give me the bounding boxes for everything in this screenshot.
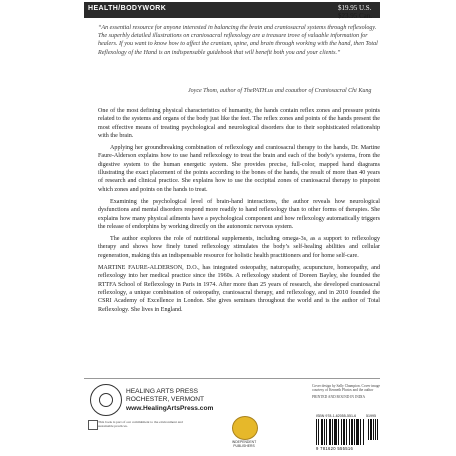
price-canada: $23.95 Can. xyxy=(338,12,373,20)
description-paragraph-4: The author explores the role of nutritional supplements, including omega-3s, as a support to reflexology therapy and shows how finely tuned reflexology stimulates the body’s self-healing abilities and cellular regeneration, making this an indispensable resource for holistic health practitioners and for home self-care. xyxy=(98,236,380,259)
isbn-text: ISBN 978-1-62055-551-6 xyxy=(316,414,357,418)
description xyxy=(98,107,380,318)
publisher-name: HEALING ARTS PRESS xyxy=(126,388,199,395)
publisher-block xyxy=(126,388,213,413)
publisher-logo-center xyxy=(99,393,113,407)
certification-text: This book is part of our commitment to the environment and sustainable practices. xyxy=(98,420,183,429)
award-badge-label: INDEPENDENT PUBLISHERS xyxy=(231,440,257,448)
price-us: $19.95 U.S. xyxy=(338,4,372,12)
footer-divider xyxy=(84,378,380,379)
award-badge-icon xyxy=(232,416,258,440)
price-code-bars xyxy=(368,419,378,440)
isbn-barcode xyxy=(314,414,380,452)
praise-quote: “An essential resource for anyone interested in balancing the brain and craniosacral systems through reflexology. The superbly detailed illustrations on craniosacral reflexology are a treasure trove of valuable information for healers. If you want to know how to affect the cranium, spine, and brain through working with the hand, then Total Reflexology of the Hand is an indispensable guidebook that will benefit both you and your clients.” xyxy=(98,25,378,56)
barcode-number: 9 781620 555516 xyxy=(316,446,354,451)
author-bio: MARTINE FAURE-ALDERSON, D.O., has integrated osteopathy, naturopathy, acupuncture, homeopathy, and reflexology into her medical practice since the 1960s. A reflexology student of Doreen Bayley, she founded the RTTFA School of Reflexology in Paris in 1974. After more than 25 years of research, she developed craniosacral reflexology, a unique combination of osteopathy, craniosacral therapy, and reflexology, and in 2010 founded the CSRI Academy of Excellence in London. She gives seminars throughout the world and is the author of Total Reflexology. She lives in England. xyxy=(98,265,380,313)
publisher-logo-icon xyxy=(90,384,122,416)
price-code: 51995 xyxy=(366,414,376,418)
certification-icon xyxy=(88,420,98,430)
barcode-bars xyxy=(316,419,366,445)
description-paragraph-3: Examining the psychological level of brain-hand interactions, the author reveals how neurological dysfunctions and mental disorders respond more readily to hand reflexology than to other forms of therapies. She explains how many physical ailments have a psychological component and how reflexology automatically triggers the release of endorphins by working directly on the autonomic nervous system. xyxy=(98,198,380,230)
printed-in: PRINTED AND BOUND IN INDIA xyxy=(312,394,366,399)
praise-attribution: Joyce Thom, author of ThePATH.us and coauthor of Craniosacral Chi Kung xyxy=(188,88,372,94)
publisher-url: www.HealingArtsPress.com xyxy=(126,404,214,412)
description-paragraph-1: One of the most defining physical characteristics of humanity, the hands contain reflex zones and pressure points related to the systems and organs of the body just like the feet. The reflex zones and points of the hands present the most effective means of treating psychological and neurological disorders due to their sophisticated relationship with the brain. xyxy=(98,108,380,139)
publisher-city: ROCHESTER, VERMONT xyxy=(126,396,205,404)
category-label: HEALTH/BODYWORK xyxy=(88,5,167,12)
description-paragraph-2: Applying her groundbreaking combination of reflexology and craniosacral therapy to the hands, Dr. Martine Faure-Alderson explains how to use hand reflexology to treat the brain and each of the body’s systems, from the digestive system to the human energetic system. She provides precise, full-color, mapped hand diagrams illustrating the exact placement of the points according to the bones of the hands, the result of more than 40 years of research and clinical practice. She explains how to use the occipital zones of craniosacral therapy to pinpoint which zones and points on the hands to treat. xyxy=(98,145,380,193)
cover-credit-text: Cover design by Sally Champion. Cover image courtesy of Kenneth Photos and the author xyxy=(312,384,380,393)
cover-credits xyxy=(312,384,380,399)
